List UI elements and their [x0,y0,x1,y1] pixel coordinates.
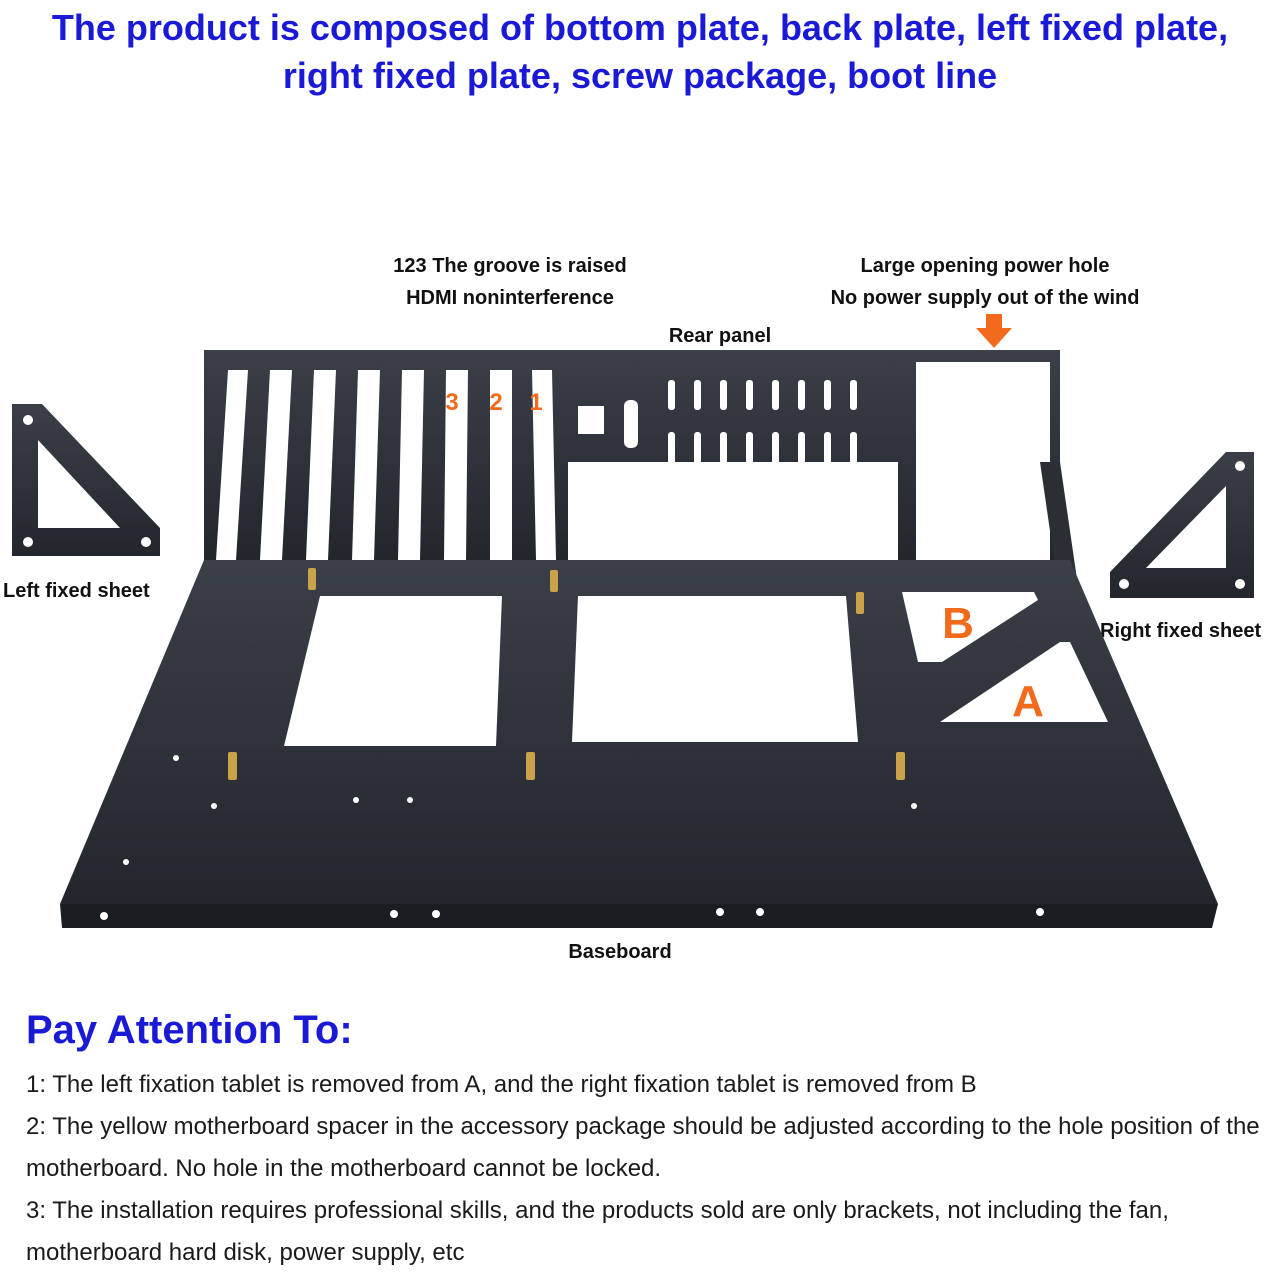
baseboard-label: Baseboard [568,941,672,963]
slot-number-3: 3 [445,389,459,416]
power-callout-line-1: Large opening power hole [860,255,1110,277]
attention-note-3: 3: The installation requires professional skills, and the products sold are only brackets, not including the fan, motherboard hard disk, power supply, etc [26,1197,1169,1266]
power-supply-opening [916,362,1050,560]
left-fixed-sheet-label: Left fixed sheet [3,580,150,602]
square-port-hole [578,406,604,434]
attention-note-1: 1: The left fixation tablet is removed from A, and the right fixation tablet is removed from B [26,1071,977,1098]
baseboard-cutout-center [572,596,858,742]
rear-panel-label: Rear panel [668,325,772,347]
right-fixed-sheet [1110,452,1254,598]
rear-panel [204,350,1060,560]
left-fixed-sheet [12,404,160,556]
area-marker-b: B [942,599,974,648]
slot-number-1: 1 [529,389,543,416]
serial-port-hole [624,400,638,448]
headline-line-1: The product is composed of bottom plate, back plate, left fixed plate, [51,7,1229,48]
slot-number-2: 2 [489,389,503,416]
io-cutout [568,462,898,560]
power-callout-line-2: No power supply out of the wind [830,287,1140,309]
groove-callout-line-2: HDMI noninterference [406,287,614,309]
attention-note-2: 2: The yellow motherboard spacer in the accessory package should be adjusted according to the hole position of the motherboard. No hole in the motherboard cannot be locked. [26,1113,1260,1182]
baseboard-cutout-left [284,596,502,746]
attention-notes [26,1064,1276,1274]
attention-title: Pay Attention To: [26,1008,353,1052]
arrow-down-icon [976,314,1012,348]
baseboard [60,560,1218,928]
area-marker-a: A [1012,677,1044,726]
right-fixed-sheet-label: Right fixed sheet [1100,620,1262,642]
headline-line-2: right fixed plate, screw package, boot line [282,55,998,96]
groove-callout-line-1: 123 The groove is raised [393,255,627,277]
